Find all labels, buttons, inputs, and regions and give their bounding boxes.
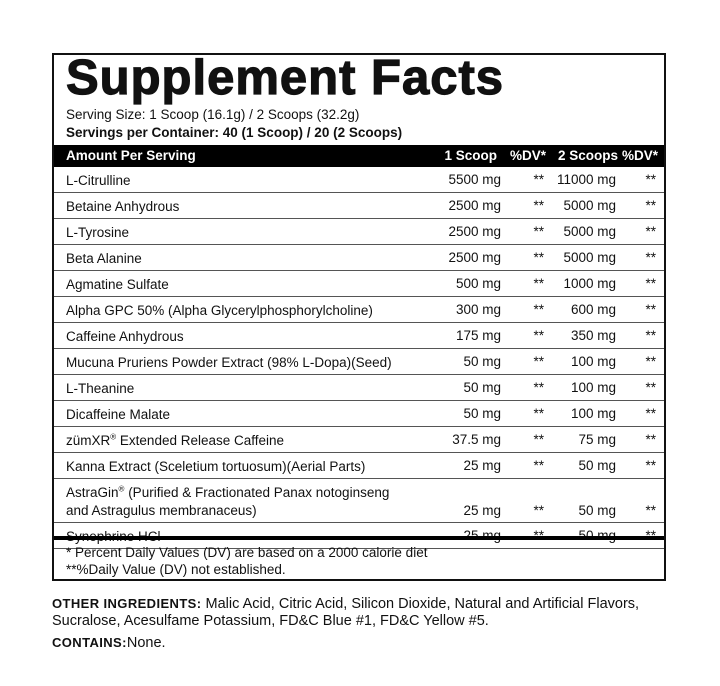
contains-text: None. — [126, 635, 166, 651]
dv-2-scoops: ** — [645, 250, 656, 265]
dv-1-scoop: ** — [533, 172, 544, 187]
ingredient-table — [54, 167, 664, 549]
header-col2: 2 Scoops — [557, 148, 618, 163]
footnote-dv: * Percent Daily Values (DV) are based on a 2000 calorie diet — [66, 545, 428, 560]
dv-1-scoop: ** — [533, 458, 544, 473]
dv-2-scoops: ** — [645, 276, 656, 291]
ingredient-name: AstraGin® (Purified & Fractionated Panax notoginseng and Astragulus membranaceus) — [66, 484, 390, 518]
table-row — [54, 193, 664, 219]
thick-divider — [54, 536, 664, 540]
dv-1-scoop: ** — [533, 432, 544, 447]
amount-2-scoops: 350 mg — [570, 328, 616, 343]
amount-2-scoops: 5000 mg — [563, 224, 616, 239]
servings-per-container: Servings per Container: 40 (1 Scoop) / 20 (2 Scoops) — [66, 125, 403, 140]
amount-2-scoops: 75 mg — [578, 432, 616, 447]
ingredient-name: Beta Alanine — [66, 251, 142, 266]
footnote-not-established: **%Daily Value (DV) not established. — [66, 562, 286, 577]
dv-2-scoops: ** — [645, 432, 656, 447]
ingredient-name: Agmatine Sulfate — [66, 277, 169, 292]
dv-1-scoop: ** — [533, 198, 544, 213]
amount-1-scoop: 50 mg — [463, 354, 501, 369]
amount-2-scoops: 11000 mg — [556, 172, 616, 187]
dv-2-scoops: ** — [645, 406, 656, 421]
table-row — [54, 479, 664, 523]
amount-2-scoops: 600 mg — [570, 302, 616, 317]
amount-1-scoop: 25 mg — [463, 458, 501, 473]
ingredient-name: L-Theanine — [66, 381, 135, 396]
ingredient-name: Betaine Anhydrous — [66, 199, 180, 214]
header-amount: Amount Per Serving — [66, 148, 196, 163]
serving-size: Serving Size: 1 Scoop (16.1g) / 2 Scoops (32.2g) — [66, 107, 360, 122]
amount-1-scoop: 2500 mg — [448, 250, 501, 265]
amount-1-scoop: 300 mg — [455, 302, 501, 317]
amount-2-scoops: 100 mg — [570, 354, 616, 369]
amount-2-scoops: 50 mg — [578, 503, 616, 518]
dv-1-scoop: ** — [533, 328, 544, 343]
contains — [52, 635, 166, 651]
ingredient-name: Caffeine Anhydrous — [66, 329, 184, 344]
table-row — [54, 167, 664, 193]
header-dv2: %DV* — [621, 148, 658, 163]
dv-2-scoops: ** — [645, 380, 656, 395]
ingredient-name: Mucuna Pruriens Powder Extract (98% L-Dopa)(Seed) — [66, 355, 392, 370]
amount-2-scoops: 5000 mg — [563, 198, 616, 213]
ingredient-name: L-Citrulline — [66, 173, 131, 188]
table-row — [54, 323, 664, 349]
amount-2-scoops: 100 mg — [570, 406, 616, 421]
amount-2-scoops: 100 mg — [570, 380, 616, 395]
panel-title: Supplement Facts — [66, 51, 505, 105]
ingredient-name: L-Tyrosine — [66, 225, 130, 240]
table-row — [54, 271, 664, 297]
table-row — [54, 245, 664, 271]
table-row — [54, 219, 664, 245]
amount-1-scoop: 175 mg — [455, 328, 501, 343]
table-row — [54, 297, 664, 323]
table-row — [54, 453, 664, 479]
amount-1-scoop: 2500 mg — [448, 198, 501, 213]
amount-1-scoop: 50 mg — [463, 406, 501, 421]
dv-2-scoops: ** — [645, 328, 656, 343]
table-row — [54, 401, 664, 427]
dv-1-scoop: ** — [533, 302, 544, 317]
table-row — [54, 349, 664, 375]
dv-2-scoops: ** — [645, 503, 656, 518]
other-ingredients — [52, 595, 672, 630]
dv-1-scoop: ** — [533, 406, 544, 421]
amount-2-scoops: 5000 mg — [563, 250, 616, 265]
amount-1-scoop: 5500 mg — [448, 172, 501, 187]
dv-2-scoops: ** — [645, 224, 656, 239]
dv-2-scoops: ** — [645, 458, 656, 473]
ingredient-name: Alpha GPC 50% (Alpha Glycerylphosphorylcholine) — [66, 303, 373, 318]
dv-2-scoops: ** — [645, 302, 656, 317]
dv-2-scoops: ** — [645, 198, 656, 213]
table-header — [54, 145, 664, 167]
dv-1-scoop: ** — [533, 354, 544, 369]
table-row — [54, 427, 664, 453]
amount-1-scoop: 25 mg — [463, 503, 501, 518]
header-dv1: %DV* — [509, 148, 546, 163]
amount-2-scoops: 1000 mg — [563, 276, 616, 291]
ingredient-name: Dicaffeine Malate — [66, 407, 171, 422]
ingredient-name: zümXR® Extended Release Caffeine — [66, 432, 285, 448]
dv-1-scoop: ** — [533, 503, 544, 518]
header-col1: 1 Scoop — [444, 148, 497, 163]
dv-1-scoop: ** — [533, 250, 544, 265]
contains-label: CONTAINS: — [52, 635, 127, 650]
table-row — [54, 375, 664, 401]
ingredient-name: Kanna Extract (Sceletium tortuosum)(Aerial Parts) — [66, 459, 366, 474]
amount-1-scoop: 50 mg — [463, 380, 501, 395]
dv-1-scoop: ** — [533, 224, 544, 239]
amount-1-scoop: 500 mg — [455, 276, 501, 291]
amount-1-scoop: 2500 mg — [448, 224, 501, 239]
supplement-facts-panel — [52, 53, 666, 581]
dv-2-scoops: ** — [645, 172, 656, 187]
dv-2-scoops: ** — [645, 354, 656, 369]
other-ingredients-text: Malic Acid, Citric Acid, Silicon Dioxide, Natural and Artificial Flavors, Sucralose, Acesulfame Potassium, FD&C Blue #1, FD&C Yellow #5. — [52, 596, 640, 629]
dv-1-scoop: ** — [533, 276, 544, 291]
dv-1-scoop: ** — [533, 380, 544, 395]
amount-1-scoop: 37.5 mg — [452, 432, 501, 447]
other-ingredients-label: OTHER INGREDIENTS: — [52, 596, 202, 611]
amount-2-scoops: 50 mg — [578, 458, 616, 473]
